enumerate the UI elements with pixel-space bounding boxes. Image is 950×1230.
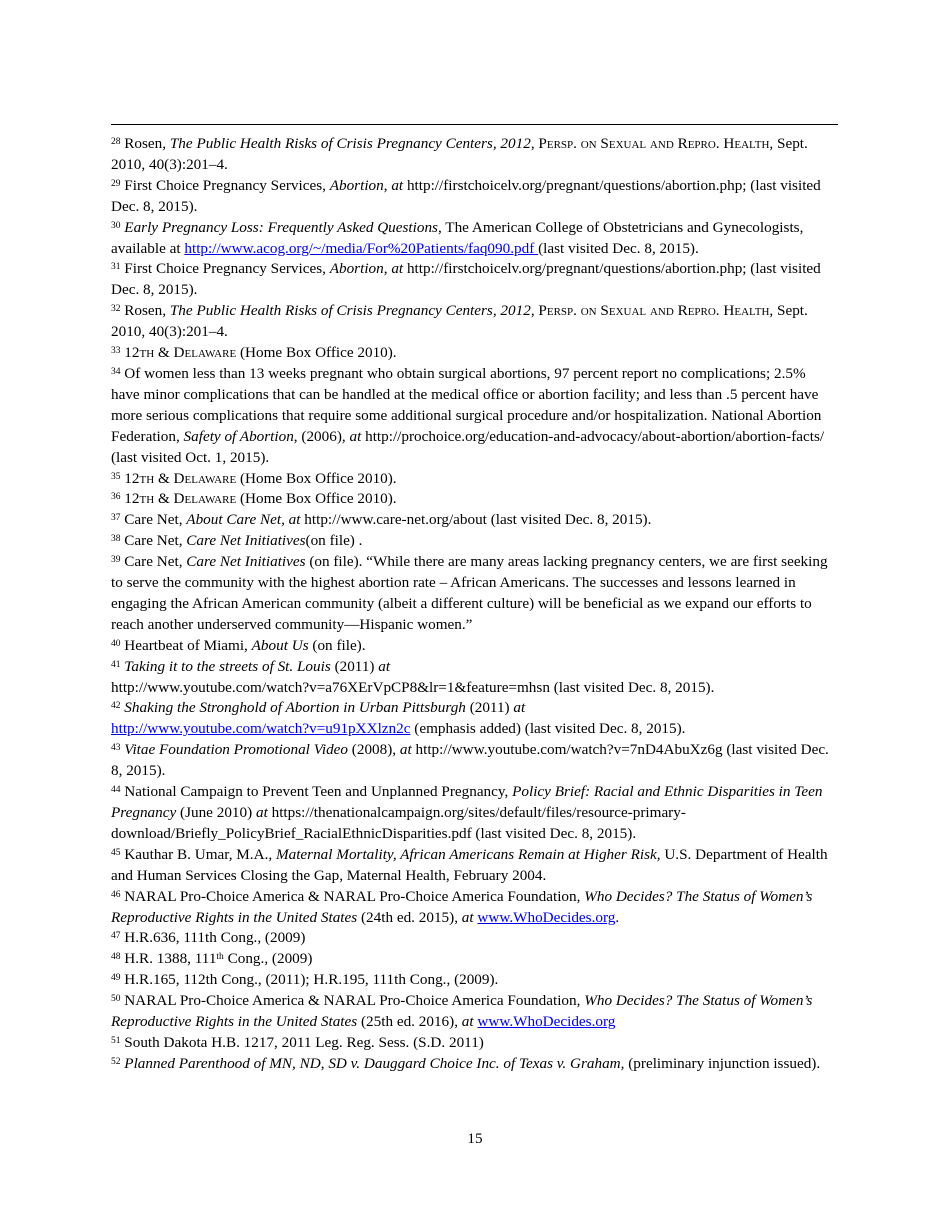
footnote-34: $^{34}$ Of women less than 13 weeks pregnant who obtain surgical abortions, 97 percent report no complications; 2.5% have minor complications that can be handled at the medical office or abortion facility; and less than .5 percent have more serious complications that require some additional surgical procedure and/or hospitalization. National Abortion Federation, Safety of Abortion, (2006), at http://prochoice.org/education-and-advocacy/about-abortion/abortion-facts/ (last visited Oct. 1, 2015). (111, 364, 825, 466)
footnote-38: $^{38}$ Care Net, Care Net Initiatives(on file) . (111, 532, 363, 550)
footnote-44: $^{44}$ National Campaign to Prevent Teen and Unplanned Pregnancy, Policy Brief: Racial and Ethnic Disparities in Teen Pregnancy (June 2010) at https://thenationalcampaign.org/sites/default/files/resource-primary-download/Briefly_PolicyBrief_RacialEthnicDisparities.pdf (last visited Dec. 8, 2015). (111, 783, 823, 842)
footnote-45: $^{45}$ Kauthar B. Umar, M.A., Maternal Mortality, African Americans Remain at Higher Risk, U.S. Department of Health and Human Services Closing the Gap, Maternal Health, February 2004. (111, 845, 828, 884)
footnote-39: $^{39}$ Care Net, Care Net Initiatives (on file). “While there are many areas lacking pregnancy centers, we are first seeking to serve the community with the highest abortion rate – African Americans. The successes and lessons learned in engaging the African American community (albeit a different culture) will be beneficial as we expand our efforts to reach another underserved community—Hispanic women.” (111, 553, 828, 633)
footnote-36: $^{36}$ 12th & Delaware (Home Box Office 2010). (111, 490, 397, 508)
footnote-41: $^{41}$ Taking it to the streets of St. Louis (2011) at http://www.youtube.com/watch?v=a76XErVpCP8&lr=1&feature=mhsn (last visited Dec. 8, 2015). (111, 657, 715, 696)
footnote-40: $^{40}$ Heartbeat of Miami, About Us (on file). (111, 636, 366, 654)
footnote-separator (111, 124, 838, 125)
footnote-33: $^{33}$ 12th & Delaware (Home Box Office 2010). (111, 344, 397, 362)
page-number: 15 (467, 1130, 483, 1147)
footnote-48: $^{48}$ H.R. 1388, 111th Cong., (2009) (111, 950, 313, 968)
acog-faq-link[interactable]: http://www.acog.org/~/media/For%20Patients/faq090.pdf (184, 239, 539, 257)
footnote-42: $^{42}$ Shaking the Stronghold of Abortion in Urban Pittsburgh (2011) at http://www.youtube.com/watch?v=u91pXXlzn2c (emphasis added) (last visited Dec. 8, 2015). (111, 699, 686, 738)
footnote-47: $^{47}$ H.R.636, 111th Cong., (2009) (111, 929, 306, 947)
footnote-32: $^{32}$ Rosen, The Public Health Risks of Crisis Pregnancy Centers, 2012, Persp. on Sexual and Repro. Health, Sept. 2010, 40(3):201–4. (111, 302, 808, 341)
footnote-46: $^{46}$ NARAL Pro-Choice America & NARAL Pro-Choice America Foundation, Who Decides? The Status of Women’s Reproductive Rights in the United States (24th ed. 2015), at www.WhoDecides.org. (111, 887, 813, 926)
footnote-37: $^{37}$ Care Net, About Care Net, at http://www.care-net.org/about (last visited Dec. 8, 2015). (111, 511, 652, 529)
footnote-51: $^{51}$ South Dakota H.B. 1217, 2011 Leg. Reg. Sess. (S.D. 2011) (111, 1033, 484, 1051)
footnote-43: $^{43}$ Vitae Foundation Promotional Video (2008), at http://www.youtube.com/watch?v=7nD4AbuXz6g (last visited Dec. 8, 2015). (111, 741, 829, 780)
footnote-28: $^{28}$ Rosen, The Public Health Risks of Crisis Pregnancy Centers, 2012, Persp. on Sexual and Repro. Health, Sept. 2010, 40(3):201–4. (111, 135, 808, 173)
footnote-52: $^{52}$ Planned Parenthood of MN, ND, SD v. Dauggard Choice Inc. of Texas v. Graham, (preliminary injunction issued). (111, 1054, 821, 1072)
footnote-31: $^{31}$ First Choice Pregnancy Services, Abortion, at http://firstchoicelv.org/pregnant/questions/abortion.php; (last visited Dec. 8, 2015). (111, 260, 821, 299)
youtube-pittsburgh-link[interactable]: http://www.youtube.com/watch?v=u91pXXlzn2c (111, 720, 411, 738)
footnote-35: $^{35}$ 12th & Delaware (Home Box Office 2010). (111, 469, 397, 487)
footnote-49: $^{49}$ H.R.165, 112th Cong., (2011); H.R.195, 111th Cong., (2009). (111, 971, 499, 989)
whodecides-link-24th[interactable]: www.WhoDecides.org (477, 908, 616, 926)
footnotes (111, 134, 838, 1075)
whodecides-link-25th[interactable]: www.WhoDecides.org (477, 1013, 616, 1031)
footnote-30: $^{30}$ Early Pregnancy Loss: Frequently Asked Questions, The American College of Obstetricians and Gynecologists, available at http://www.acog.org/~/media/For%20Patients/faq090.pdf (last visited Dec. 8, 2015). (111, 218, 804, 257)
footnote-29: $^{29}$ First Choice Pregnancy Services, Abortion, at http://firstchoicelv.org/pregnant/questions/abortion.php; (last visited Dec. 8, 2015). (111, 176, 821, 215)
footnote-50: $^{50}$ NARAL Pro-Choice America & NARAL Pro-Choice America Foundation, Who Decides? The Status of Women’s Reproductive Rights in the United States (25th ed. 2016), at www.WhoDecides.org (111, 992, 813, 1031)
